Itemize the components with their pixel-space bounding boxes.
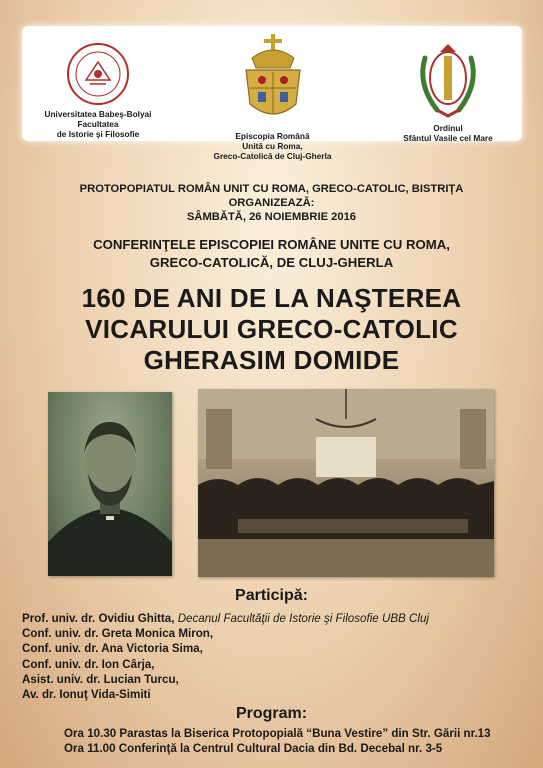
ubb-seal-icon [66, 42, 130, 106]
logo-right-caption-1: Ordinul [433, 123, 463, 133]
conference-series [0, 236, 543, 272]
main-title [0, 283, 543, 376]
participant-name: Asist. univ. dr. Lucian Turcu, [22, 672, 179, 686]
participant-name: Conf. univ. dr. Ana Victoria Sima, [22, 642, 203, 656]
episcopal-coat-of-arms-icon [238, 32, 308, 128]
participant-5 [22, 672, 537, 687]
logo-mid-caption-1: Episcopia Română [235, 131, 310, 141]
participant-2 [22, 626, 537, 641]
participant-3 [22, 641, 537, 656]
organizer-name: PROTOPOPIATUL ROMÂN UNIT CU ROMA, GRECO-CATOLIC, BISTRIŢA [79, 183, 464, 195]
participant-1 [22, 611, 537, 626]
organizer-block [0, 182, 543, 224]
logo-left-caption-3: de Istorie şi Filosofie [56, 129, 140, 139]
basilian-order-logo [388, 40, 508, 143]
participant-role: Decanul Facultăţii de Istorie şi Filosofie UBB Cluj [177, 612, 429, 625]
conference-line-2: GRECO-CATOLICĂ, DE CLUJ-GHERLA [149, 255, 394, 270]
logo-left-caption-2: Facultatea [77, 119, 119, 129]
logo-left-caption-1: Universitatea Babeş-Bolyai [44, 109, 152, 119]
main-title-line-1: 160 DE ANI DE LA NAŞTEREA [81, 283, 462, 313]
participants-list [22, 611, 537, 702]
group-photo [198, 389, 494, 577]
logo-mid-caption-2: Unită cu Roma, [242, 141, 303, 151]
logo-mid-caption-3: Greco-Catolică de Cluj-Gherla [213, 151, 332, 161]
participant-name: Prof. univ. dr. Ovidiu Ghitta, [22, 612, 175, 625]
participant-name: Conf. univ. dr. Ion Cârja, [22, 657, 155, 671]
program-heading: Program: [235, 705, 308, 722]
basilian-emblem-icon [413, 40, 483, 120]
ubb-faculty-logo [28, 42, 168, 139]
program-list [64, 726, 534, 756]
participants-heading: Participă: [235, 587, 308, 604]
program-item-2: Ora 11.00 Conferinţă la Centrul Cultural Dacia din Bd. Decebal nr. 3-5 [64, 742, 443, 755]
participant-6 [22, 687, 537, 702]
participant-4 [22, 657, 537, 672]
main-title-line-2: VICARULUI GRECO-CATOLIC [85, 314, 458, 344]
organizer-verb: ORGANIZEAZĂ: [228, 197, 315, 209]
eparchy-logo [205, 32, 340, 161]
program-item-1: Ora 10.30 Parastas la Biserica Protopopială “Buna Vestire” din Str. Gării nr.13 [64, 727, 491, 740]
conference-line-1: CONFERINŢELE EPISCOPIEI ROMÂNE UNITE CU ROMA, [93, 237, 450, 252]
portrait-photo [48, 392, 172, 576]
event-date: SÂMBĂTĂ, 26 NOIEMBRIE 2016 [186, 211, 357, 223]
main-title-line-3: GHERASIM DOMIDE [143, 345, 400, 375]
logo-right-caption-2: Sfântul Vasile cel Mare [403, 133, 493, 143]
participant-name: Av. dr. Ionuţ Vida-Simiti [22, 688, 151, 702]
participant-name: Conf. univ. dr. Greta Monica Miron, [22, 627, 214, 641]
